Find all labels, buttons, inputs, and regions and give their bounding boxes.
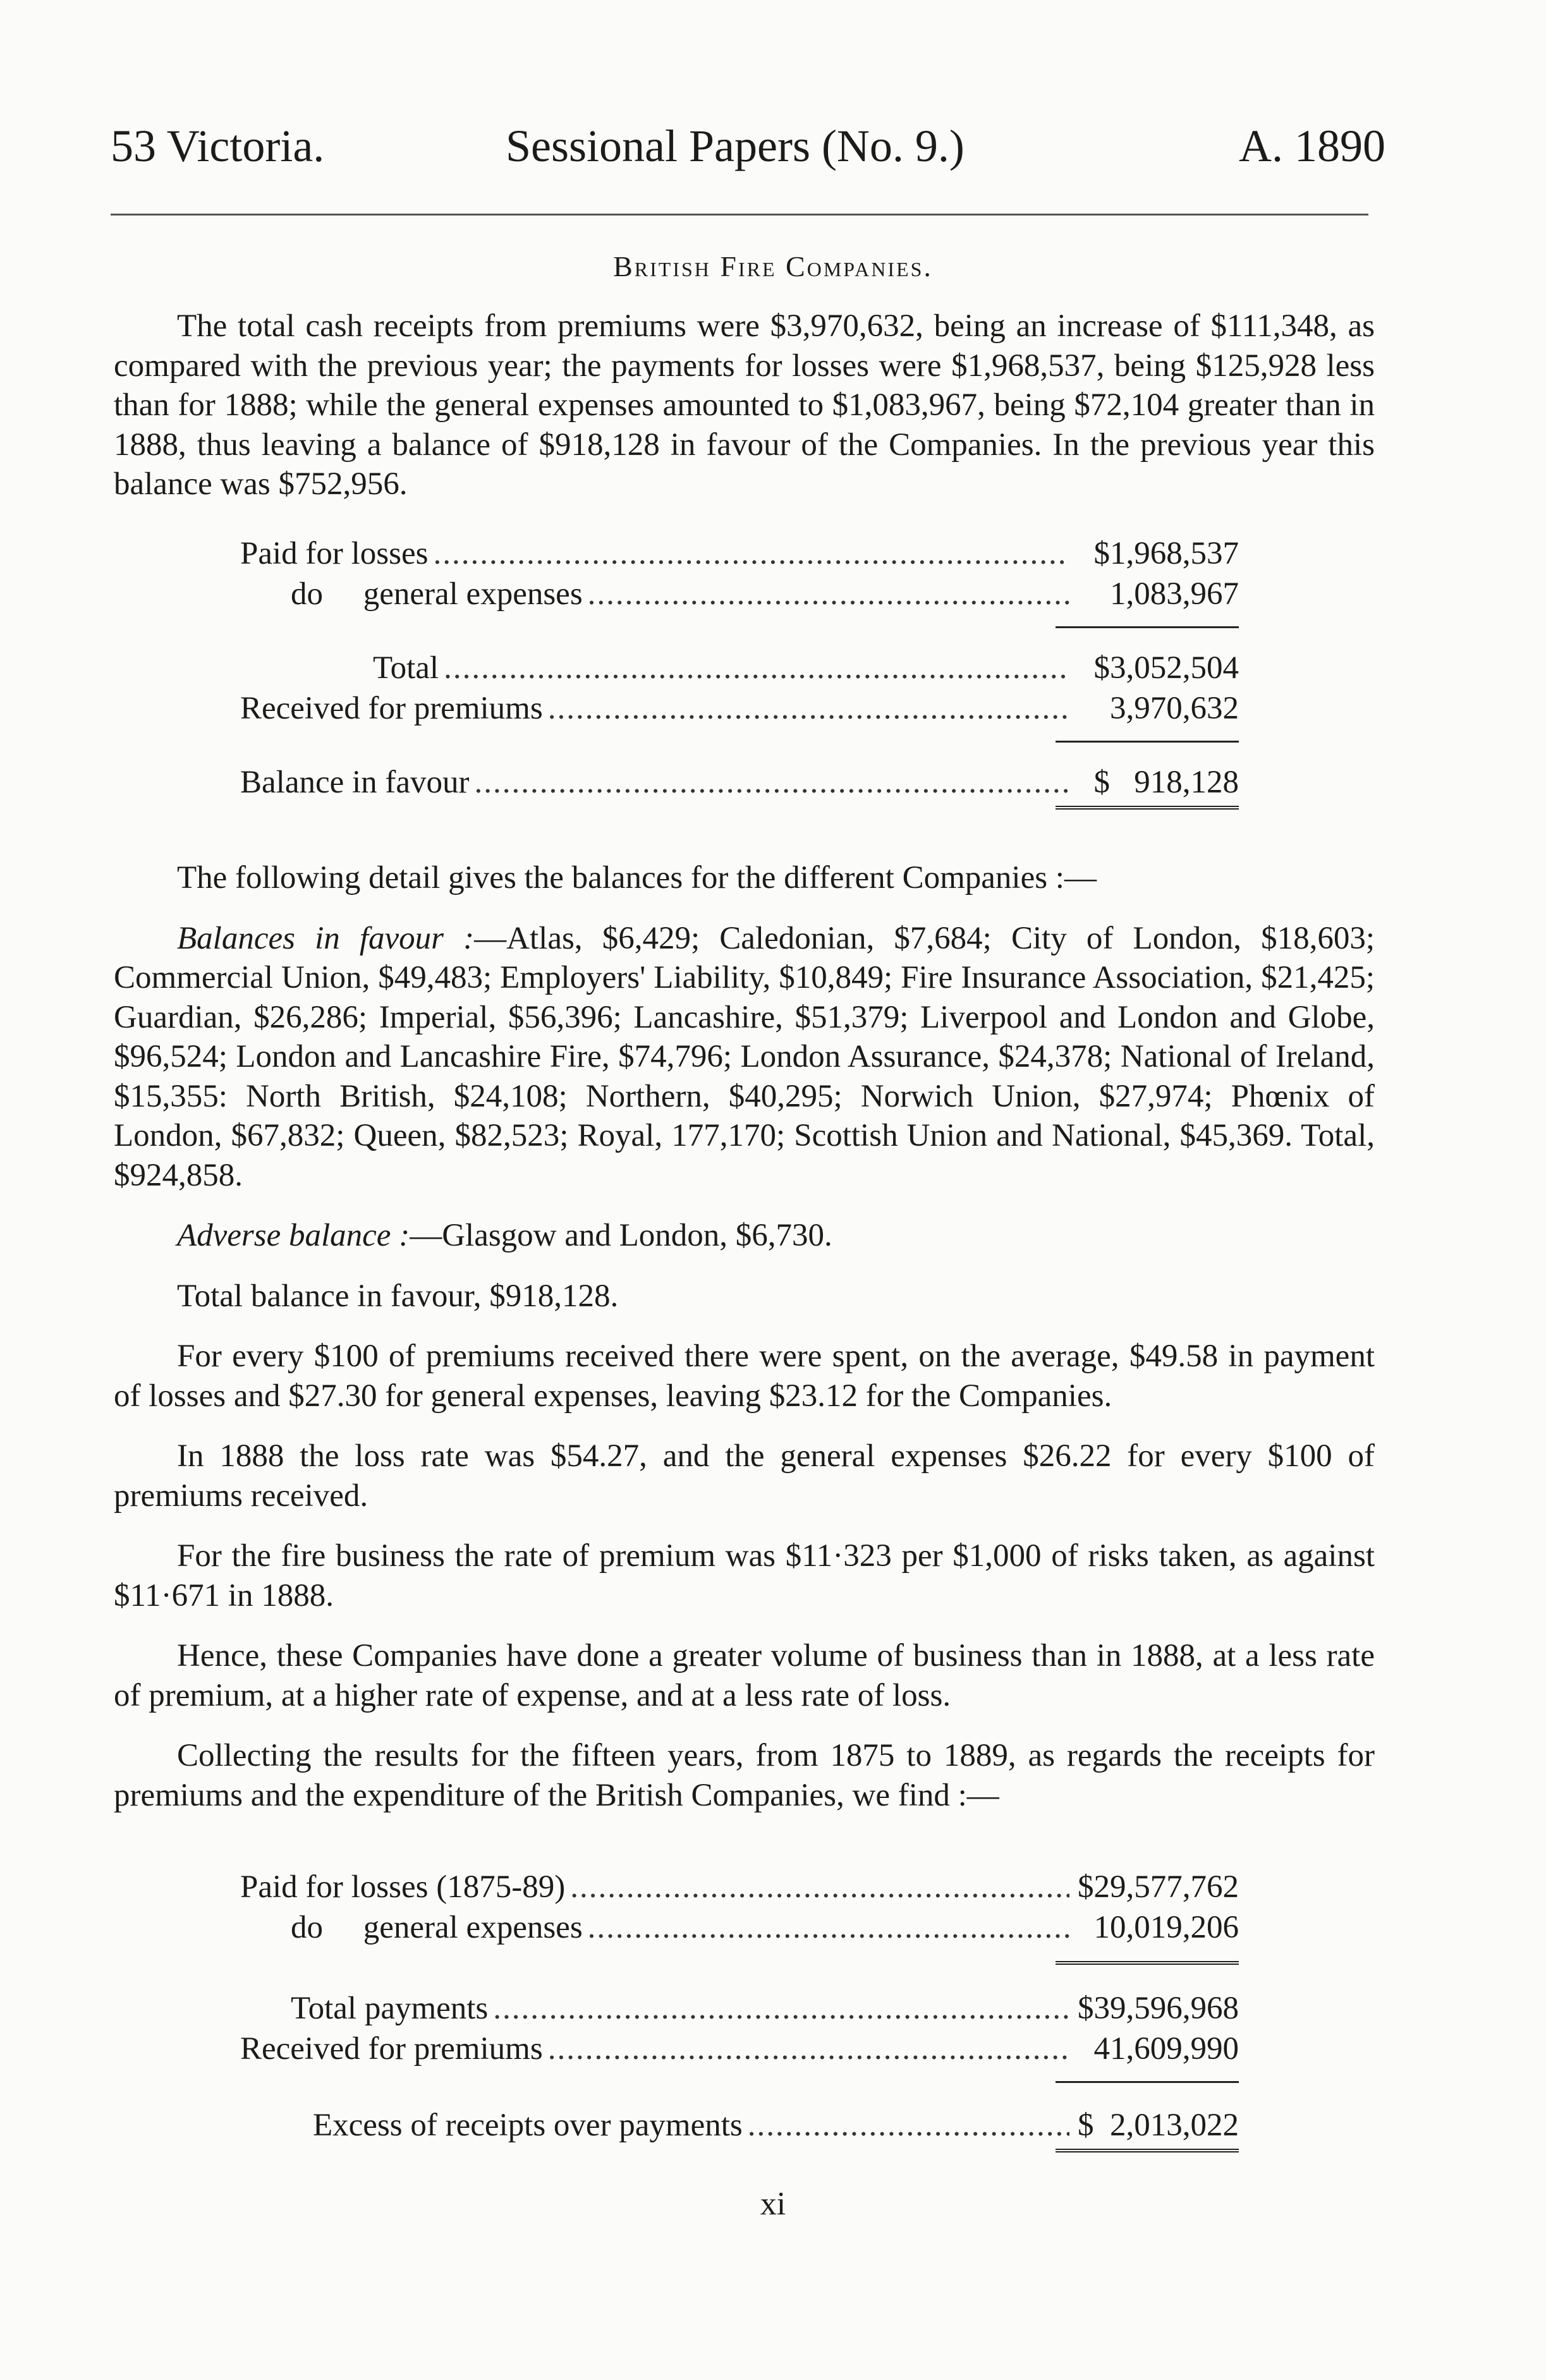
rate-paragraph: For every $100 of premiums received there were spent, on the average, $49.58 in payment of losses and $27.30 for general expenses, leaving $23.12 for the Companies. (114, 1339, 1375, 1414)
statement-row (240, 534, 1239, 574)
running-header-right: A. 1890 (1239, 121, 1385, 171)
statement-row (240, 1908, 1239, 1948)
statement-row (240, 648, 1239, 689)
total-double-rule (1056, 806, 1239, 810)
row-label: Total (373, 650, 439, 686)
statement-row (240, 2106, 1239, 2146)
dot-leader (548, 689, 1069, 728)
balances-text: —Atlas, $6,429; Caledonian, $7,684; City of London, $18,603; Commercial Union, $49,483; Employers' Liability, $10,849; Fire Insurance Association, $21,425; Guardian, $26,286; Imperial, $56,396; Lancashire, $51,379; Liverpool and London and Globe, $96,524; London and Lancashire Fire, $74,796; London Assurance, $24,378; National of Ireland, $15,355: North British, $24,108; Northern, $40,295; Norwich Union, $27,974; Phœnix of London, $67,832; Queen, $82,523; Royal, 177,170; Scottish Union and National, $45,369. Total, $924,858. (114, 920, 1375, 1193)
statement-fifteen-years (240, 1867, 1239, 2152)
detail-block (114, 858, 1375, 1815)
dot-leader (570, 1867, 1069, 1907)
dot-leader (475, 763, 1069, 802)
dot-leader (493, 1989, 1069, 2028)
balances-paragraph (114, 919, 1375, 1196)
row-amount: 1,083,967 (1110, 576, 1239, 612)
total-double-rule (1056, 2149, 1239, 2152)
running-header-left: 53 Victoria. (111, 121, 325, 171)
page-folio: xi (760, 2186, 786, 2222)
row-amount: 3,970,632 (1110, 691, 1239, 726)
row-label: Excess of receipts over payments (313, 2108, 743, 2143)
sum-rule (1056, 1961, 1239, 1965)
intro-paragraph: The total cash receipts from premiums were $3,970,632, being an increase of $111,348, as compared with the previous year; the payments for losses were $1,968,537, being $125,928 less than for 1888; while the general expenses amounted to $1,083,967, being $72,104 greater than in 1888, thus leaving a balance of $918,128 in favour of the Companies. In the previous year this balance was $752,956. (114, 308, 1375, 502)
loss-rate-1888-paragraph: In 1888 the loss rate was $54.27, and the general expenses $26.22 for every $100 of premiums received. (114, 1438, 1375, 1514)
dot-leader (444, 648, 1069, 688)
header-rule (111, 214, 1368, 216)
dot-leader (588, 574, 1069, 614)
adverse-text: —Glasgow and London, $6,730. (410, 1218, 832, 1253)
statement-row (240, 1867, 1239, 1908)
sum-rule (1056, 2081, 1239, 2083)
row-label: Paid for losses (1875-89) (240, 1869, 566, 1905)
intro-block (114, 307, 1375, 504)
row-amount: $ 2,013,022 (1078, 2108, 1239, 2143)
sum-rule (1056, 741, 1239, 743)
fifteen-years-paragraph: Collecting the results for the fifteen years, from 1875 to 1889, as regards the receipts for premiums and the expenditure of the British Companies, we find :— (114, 1738, 1375, 1813)
section-title: British Fire Companies. (613, 250, 933, 282)
row-amount: 10,019,206 (1093, 1910, 1239, 1945)
row-label: Total payments (291, 1991, 489, 2026)
row-amount: $1,968,537 (1093, 536, 1239, 571)
statement-row (240, 2029, 1239, 2070)
row-amount: 41,609,990 (1093, 2031, 1239, 2067)
row-amount: $3,052,504 (1093, 650, 1239, 686)
row-amount: $ 918,128 (1093, 765, 1239, 800)
detail-intro: The following detail gives the balances for the different Companies :— (177, 860, 1097, 896)
dot-leader (748, 2106, 1069, 2145)
adverse-label: Adverse balance : (177, 1218, 410, 1253)
row-label: do general expenses (291, 576, 583, 612)
sum-rule (1056, 626, 1239, 628)
statement-row (240, 1989, 1239, 2029)
premium-rate-paragraph: For the fire business the rate of premium was $11·323 per $1,000 of risks taken, as against $11·671 in 1888. (114, 1538, 1375, 1613)
statement-row (240, 689, 1239, 729)
row-label: Paid for losses (240, 536, 429, 571)
dot-leader (433, 534, 1069, 573)
volume-paragraph: Hence, these Companies have done a greater volume of business than in 1888, at a less rate of premium, at a higher rate of expense, and at a less rate of loss. (114, 1638, 1375, 1713)
statement-row (240, 574, 1239, 615)
statement-row (240, 763, 1239, 803)
total-balance-paragraph: Total balance in favour, $918,128. (177, 1278, 619, 1314)
adverse-paragraph (114, 1216, 1375, 1256)
running-header-center: Sessional Papers (No. 9.) (506, 121, 965, 171)
row-label: do general expenses (291, 1910, 583, 1945)
dot-leader (548, 2029, 1069, 2068)
row-amount: $39,596,968 (1078, 1991, 1239, 2026)
row-label: Received for premiums (240, 691, 543, 726)
dot-leader (588, 1908, 1069, 1947)
row-label: Balance in favour (240, 765, 470, 800)
row-amount: $29,577,762 (1078, 1869, 1239, 1905)
balances-label: Balances in favour : (177, 920, 475, 956)
row-label: Received for premiums (240, 2031, 543, 2067)
statement-current-year (240, 534, 1239, 810)
